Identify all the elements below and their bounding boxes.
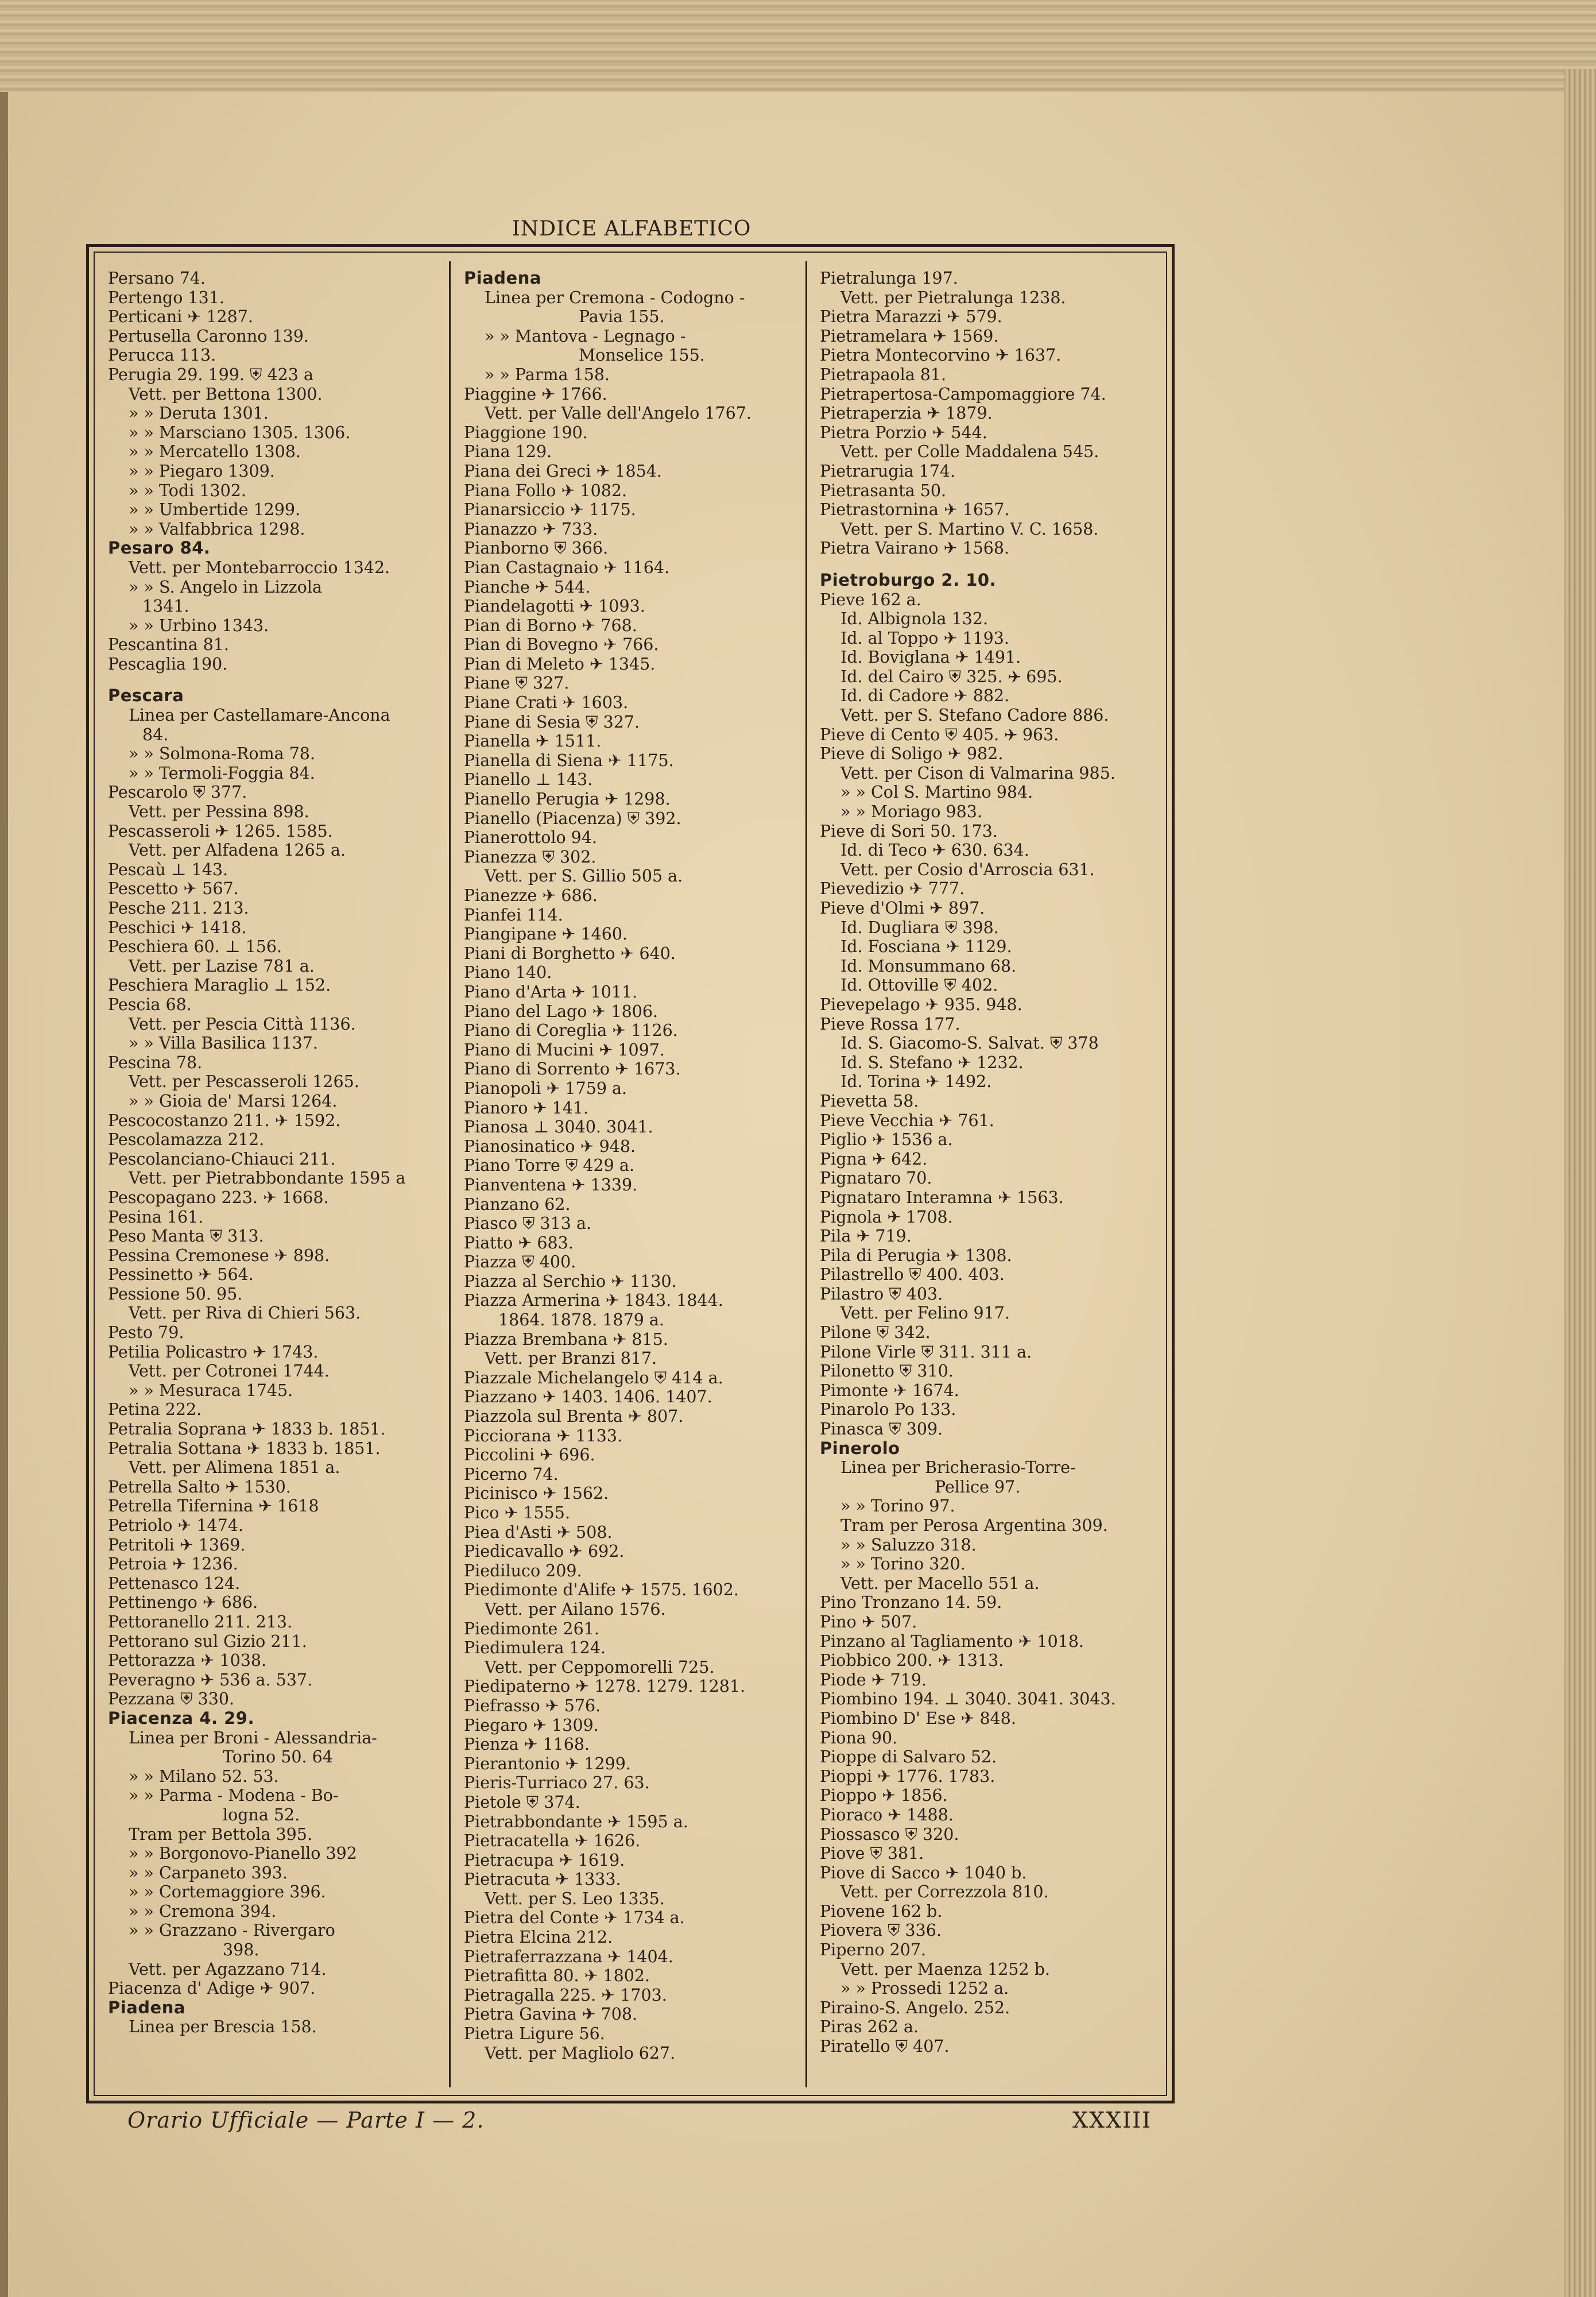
index-entry: » » Milano 52. 53.: [129, 1766, 279, 1786]
index-entry: Vett. per Macello 551 a.: [840, 1573, 1040, 1593]
index-entry: Pietraferrazzana ✈ 1404.: [464, 1947, 673, 1966]
index-entry: Pianventena ✈ 1339.: [464, 1175, 638, 1194]
index-entry: Pianello (Piacenza) ⛨ 392.: [464, 809, 681, 828]
index-entry: Piove di Sacco ✈ 1040 b.: [820, 1863, 1027, 1882]
index-entry: Pesina 161.: [108, 1207, 204, 1227]
index-entry: Pignataro Interamna ✈ 1563.: [820, 1188, 1064, 1207]
index-entry: Pettinengo ✈ 686.: [108, 1593, 258, 1612]
index-column-3: [820, 269, 1116, 2056]
index-entry: Vett. per Alfadena 1265 a.: [129, 841, 346, 860]
index-entry: Pescina 78.: [108, 1053, 203, 1072]
index-entry: Petralia Sottana ✈ 1833 b. 1851.: [108, 1438, 381, 1458]
index-entry: Id. Ottoville ⛨ 402.: [840, 976, 998, 995]
index-entry: Pianella di Siena ✈ 1175.: [464, 751, 674, 770]
index-entry: Piombino 194. ⊥ 3040. 3041. 3043.: [820, 1689, 1116, 1709]
index-entry: Picciorana ✈ 1133.: [464, 1426, 623, 1445]
index-entry: Perugia 29. 199. ⛨ 423 a: [108, 365, 313, 384]
index-entry: Monselice 155.: [579, 346, 705, 365]
index-entry: Picerno 74.: [464, 1464, 559, 1484]
index-entry: » » Piegaro 1309.: [129, 461, 275, 481]
index-heading: Piadena: [108, 1997, 185, 2017]
index-entry: Pietralunga 197.: [820, 269, 958, 288]
index-entry: Piazzano ✈ 1403. 1406. 1407.: [464, 1387, 712, 1407]
index-entry: Pavia 155.: [579, 307, 665, 327]
index-entry: Pioppo ✈ 1856.: [820, 1786, 948, 1805]
index-entry: Pievedizio ✈ 777.: [820, 879, 965, 899]
index-entry: » » Mercatello 1308.: [129, 442, 301, 462]
index-entry: Piazzola sul Brenta ✈ 807.: [464, 1407, 684, 1426]
index-entry: » » Torino 320.: [840, 1554, 966, 1574]
index-entry: Pietracupa ✈ 1619.: [464, 1850, 625, 1870]
footer-publication: Orario Ufficiale — Parte I — 2.: [127, 2107, 485, 2133]
index-entry: Piossasco ⛨ 320.: [820, 1824, 959, 1844]
index-entry: Vett. per Pietrabbondante 1595 a: [129, 1169, 406, 1188]
index-entry: Pescia 68.: [108, 995, 192, 1014]
index-entry: Piane di Sesia ⛨ 327.: [464, 712, 640, 732]
index-entry: Petroia ✈ 1236.: [108, 1554, 238, 1574]
index-entry: Piane Crati ✈ 1603.: [464, 693, 629, 713]
index-entry: Pila ✈ 719.: [820, 1227, 912, 1246]
index-entry: Piano del Lago ✈ 1806.: [464, 1001, 658, 1021]
index-entry: Pianerottolo 94.: [464, 828, 598, 848]
index-entry: Pietra Gavina ✈ 708.: [464, 2005, 638, 2024]
index-entry: Vett. per Cison di Valmarina 985.: [840, 763, 1115, 783]
index-entry: Pianella ✈ 1511.: [464, 732, 602, 751]
index-entry: Pino Tronzano 14. 59.: [820, 1593, 1002, 1612]
index-entry: Pianopoli ✈ 1759 a.: [464, 1078, 627, 1098]
index-entry: Id. Dugliara ⛨ 398.: [840, 918, 999, 937]
index-entry: Vett. per Pescia Città 1136.: [129, 1014, 356, 1034]
index-entry: Piane ⛨ 327.: [464, 674, 570, 693]
index-entry: Pilonetto ⛨ 310.: [820, 1362, 954, 1381]
index-entry: Petriolo ✈ 1474.: [108, 1516, 243, 1535]
index-entry: » » Villa Basilica 1137.: [129, 1034, 318, 1053]
index-entry: Pico ✈ 1555.: [464, 1503, 570, 1522]
index-entry: Piano d'Arta ✈ 1011.: [464, 982, 638, 1001]
index-entry: Pilone Virle ⛨ 311. 311 a.: [820, 1342, 1032, 1362]
running-head: INDICE ALFABETICO: [512, 217, 751, 241]
index-entry: Piana dei Greci ✈ 1854.: [464, 461, 662, 481]
index-entry: Vett. per Cosio d'Arroscia 631.: [840, 860, 1095, 879]
index-entry: Pietrasanta 50.: [820, 481, 947, 500]
index-entry: Piode ✈ 719.: [820, 1670, 927, 1689]
index-entry: 1341.: [142, 597, 189, 616]
index-entry: Pietracuta ✈ 1333.: [464, 1870, 621, 1889]
index-entry: Pietragalla 225. ✈ 1703.: [464, 1985, 667, 2005]
index-entry: Piana 129.: [464, 442, 552, 462]
index-entry: Piasco ⛨ 313 a.: [464, 1214, 592, 1233]
index-entry: Pescantina 81.: [108, 635, 229, 655]
index-entry: Piedimonte 261.: [464, 1619, 599, 1638]
index-entry: Pietra Montecorvino ✈ 1637.: [820, 346, 1062, 365]
index-heading: Piadena: [464, 268, 541, 288]
index-entry: Piediluco 209.: [464, 1561, 582, 1580]
index-entry: Peveragno ✈ 536 a. 537.: [108, 1670, 313, 1689]
index-entry: Pietrarugia 174.: [820, 461, 956, 481]
index-entry: Vett. per Pescasseroli 1265.: [129, 1072, 359, 1092]
index-entry: Pianborno ⛨ 366.: [464, 539, 609, 558]
index-entry: Piano di Coreglia ✈ 1126.: [464, 1021, 678, 1041]
index-entry: Vett. per Riva di Chieri 563.: [129, 1304, 361, 1323]
index-entry: » » Cortemaggiore 396.: [129, 1882, 326, 1902]
index-entry: Petrella Salto ✈ 1530.: [108, 1477, 291, 1496]
index-entry: Vett. per Cotronei 1744.: [129, 1362, 330, 1381]
index-entry: Pieve 162 a.: [820, 590, 921, 609]
index-entry: Vett. per Pessina 898.: [129, 802, 309, 822]
index-entry: Tram per Bettola 395.: [129, 1824, 312, 1844]
index-entry: Pilone ⛨ 342.: [820, 1323, 931, 1343]
index-entry: Pianello ⊥ 143.: [464, 770, 593, 790]
index-entry: Vett. per Branzi 817.: [485, 1349, 657, 1368]
index-entry: Pescaglia 190.: [108, 654, 228, 674]
index-entry: Id. del Cairo ⛨ 325. ✈ 695.: [840, 667, 1063, 686]
index-entry: Torino 50. 64: [223, 1747, 333, 1767]
index-entry: Vett. per Bettona 1300.: [129, 384, 323, 404]
index-entry: Pescetto ✈ 567.: [108, 879, 239, 899]
index-entry: Pieve di Sori 50. 173.: [820, 821, 998, 841]
index-entry: Pianzano 62.: [464, 1194, 571, 1214]
index-entry: Piano di Mucini ✈ 1097.: [464, 1040, 665, 1059]
index-entry: Vett. per S. Gillio 505 a.: [485, 867, 683, 886]
index-entry: Pettorazza ✈ 1038.: [108, 1651, 267, 1670]
index-entry: Piglio ✈ 1536 a.: [820, 1130, 953, 1150]
index-entry: Id. di Cadore ✈ 882.: [840, 686, 1010, 706]
index-entry: Piano di Sorrento ✈ 1673.: [464, 1059, 681, 1079]
index-heading: Pinerolo: [820, 1438, 900, 1458]
index-entry: Pianarsiccio ✈ 1175.: [464, 500, 636, 520]
index-entry: Pesto 79.: [108, 1323, 184, 1343]
index-entry: Pian Castagnaio ✈ 1164.: [464, 558, 670, 577]
index-entry: Pigna ✈ 642.: [820, 1149, 928, 1169]
index-entry: Pietra Elcina 212.: [464, 1928, 613, 1947]
index-entry: Id. al Toppo ✈ 1193.: [840, 628, 1009, 648]
index-entry: Pianezze ✈ 686.: [464, 886, 598, 905]
index-entry: Piandelagotti ✈ 1093.: [464, 597, 645, 616]
index-entry: Piazza Armerina ✈ 1843. 1844.: [464, 1291, 723, 1310]
index-entry: Pino ✈ 507.: [820, 1612, 917, 1631]
index-entry: Vett. per Agazzano 714.: [129, 1959, 327, 1979]
index-entry: Pieve d'Olmi ✈ 897.: [820, 899, 985, 918]
index-heading: Pescara: [108, 686, 184, 706]
index-entry: Petralia Soprana ✈ 1833 b. 1851.: [108, 1420, 386, 1439]
index-entry: Pietra Vairano ✈ 1568.: [820, 539, 1010, 558]
index-entry: Linea per Broni - Alessandria-: [129, 1728, 377, 1747]
index-entry: Petina 222.: [108, 1400, 202, 1420]
index-entry: Pietrapertosa-Campomaggiore 74.: [820, 384, 1106, 404]
index-entry: Pioraco ✈ 1488.: [820, 1805, 954, 1824]
index-entry: Vett. per S. Martino V. C. 1658.: [840, 519, 1099, 539]
index-entry: 1864. 1878. 1879 a.: [498, 1310, 664, 1330]
index-entry: Pioppe di Salvaro 52.: [820, 1747, 997, 1767]
index-entry: Pertusella Caronno 139.: [108, 326, 309, 346]
index-entry: Id. Boviglana ✈ 1491.: [840, 648, 1021, 667]
index-entry: Vett. per Correzzola 810.: [840, 1882, 1049, 1902]
index-entry: Piazza ⛨ 400.: [464, 1252, 576, 1272]
index-entry: Perucca 113.: [108, 346, 216, 365]
index-heading: Pesaro 84.: [108, 538, 211, 558]
index-entry: Pian di Bovegno ✈ 766.: [464, 635, 659, 655]
index-entry: Pianche ✈ 544.: [464, 577, 591, 597]
page-number: XXXIII: [1072, 2107, 1152, 2133]
index-entry: Piperno 207.: [820, 1940, 927, 1960]
index-entry: Pianello Perugia ✈ 1298.: [464, 790, 671, 809]
index-entry: Id. S. Stefano ✈ 1232.: [840, 1053, 1024, 1072]
index-entry: Pietra Porzio ✈ 544.: [820, 423, 987, 442]
index-heading: Pietroburgo 2. 10.: [820, 570, 997, 590]
index-entry: Pescopagano 223. ✈ 1668.: [108, 1188, 329, 1207]
index-entry: Pietrafitta 80. ✈ 1802.: [464, 1966, 650, 1986]
index-entry: Pieris-Turriaco 27. 63.: [464, 1773, 650, 1793]
index-entry: Pieve di Cento ⛨ 405. ✈ 963.: [820, 725, 1059, 744]
column-rule: [805, 261, 807, 2087]
index-entry: » » Todi 1302.: [129, 481, 246, 500]
index-entry: Pescolamazza 212.: [108, 1130, 265, 1150]
index-entry: 398.: [223, 1940, 259, 1960]
index-entry: Pieve Rossa 177.: [820, 1014, 960, 1034]
index-entry: Id. Torina ✈ 1492.: [840, 1072, 992, 1092]
index-entry: Pignataro 70.: [820, 1169, 932, 1188]
index-entry: Piea d'Asti ✈ 508.: [464, 1522, 613, 1542]
index-entry: Piazzale Michelangelo ⛨ 414 a.: [464, 1368, 723, 1387]
index-entry: Pianosinatico ✈ 948.: [464, 1136, 636, 1156]
index-entry: Vett. per Valle dell'Angelo 1767.: [485, 404, 751, 423]
index-entry: Vett. per Alimena 1851 a.: [129, 1458, 340, 1478]
index-entry: Piatto ✈ 683.: [464, 1233, 574, 1252]
index-entry: » » Cremona 394.: [129, 1901, 277, 1921]
index-entry: Linea per Bricherasio-Torre-: [840, 1458, 1076, 1478]
index-entry: Persano 74.: [108, 269, 206, 288]
index-entry: Peschiera Maraglio ⊥ 152.: [108, 976, 331, 995]
index-entry: Pettenasco 124.: [108, 1573, 241, 1593]
index-entry: Pinzano al Tagliamento ✈ 1018.: [820, 1631, 1084, 1651]
index-entry: Pieve Vecchia ✈ 761.: [820, 1111, 994, 1130]
index-entry: Pietracatella ✈ 1626.: [464, 1831, 641, 1851]
index-entry: Piratello ⛨ 407.: [820, 2037, 950, 2056]
index-entry: » » Col S. Martino 984.: [840, 783, 1033, 802]
index-entry: » » Grazzano - Rivergaro: [129, 1921, 335, 1940]
index-entry: Pimonte ✈ 1674.: [820, 1380, 959, 1400]
index-entry: » » Moriago 983.: [840, 802, 982, 822]
index-entry: Pierantonio ✈ 1299.: [464, 1754, 631, 1773]
index-entry: Vett. per Felino 917.: [840, 1304, 1010, 1323]
index-entry: Pezzana ⛨ 330.: [108, 1689, 235, 1709]
index-entry: logna 52.: [223, 1805, 300, 1824]
binding-gutter: [0, 92, 8, 2297]
index-entry: Pian di Meleto ✈ 1345.: [464, 654, 656, 674]
index-entry: Pietra del Conte ✈ 1734 a.: [464, 1908, 685, 1928]
index-entry: Pietra Marazzi ✈ 579.: [820, 307, 1002, 327]
index-entry: Peschiera 60. ⊥ 156.: [108, 937, 282, 957]
index-entry: Petritoli ✈ 1369.: [108, 1535, 246, 1554]
page-stack-right-edge: [1564, 69, 1596, 2297]
index-entry: Petilia Policastro ✈ 1743.: [108, 1342, 319, 1362]
index-entry: Piazza al Serchio ✈ 1130.: [464, 1271, 677, 1291]
index-entry: » » Parma 158.: [485, 365, 610, 384]
index-entry: Pianezza ⛨ 302.: [464, 847, 596, 867]
index-entry: Pilastrello ⛨ 400. 403.: [820, 1265, 1005, 1285]
index-entry: Vett. per Maenza 1252 b.: [840, 1959, 1051, 1979]
index-entry: Vett. per Colle Maddalena 545.: [840, 442, 1099, 462]
index-entry: Peschici ✈ 1418.: [108, 918, 247, 937]
index-entry: Piedimulera 124.: [464, 1638, 606, 1658]
index-entry: Pietrastornina ✈ 1657.: [820, 500, 1010, 520]
index-entry: Pietra Ligure 56.: [464, 2024, 605, 2044]
index-entry: Vett. per Pietralunga 1238.: [840, 288, 1066, 307]
index-entry: Pila di Perugia ✈ 1308.: [820, 1246, 1012, 1265]
index-entry: Pioppi ✈ 1776. 1783.: [820, 1766, 995, 1786]
index-entry: Pievepelago ✈ 935. 948.: [820, 995, 1022, 1014]
index-entry: Piano Torre ⛨ 429 a.: [464, 1156, 634, 1175]
index-entry: » » Deruta 1301.: [129, 404, 269, 423]
index-entry: Vett. per Ceppomorelli 725.: [485, 1657, 715, 1677]
index-entry: Pietrabbondante ✈ 1595 a.: [464, 1812, 688, 1831]
index-entry: Pienza ✈ 1168.: [464, 1735, 590, 1754]
index-entry: Piano 140.: [464, 963, 552, 983]
index-entry: Piefrasso ✈ 576.: [464, 1696, 601, 1715]
index-entry: Tram per Perosa Argentina 309.: [840, 1516, 1108, 1535]
index-entry: Linea per Cremona - Codogno -: [485, 288, 745, 307]
index-entry: Pesche 211. 213.: [108, 899, 249, 918]
index-entry: Peso Manta ⛨ 313.: [108, 1227, 264, 1246]
index-entry: Piegaro ✈ 1309.: [464, 1715, 599, 1735]
index-entry: Piaggine ✈ 1766.: [464, 384, 607, 404]
index-entry: » » Solmona-Roma 78.: [129, 744, 315, 764]
index-entry: Vett. per Ailano 1576.: [485, 1599, 666, 1619]
index-entry: Piccolini ✈ 696.: [464, 1445, 595, 1465]
index-entry: Perticani ✈ 1287.: [108, 307, 253, 327]
index-entry: Pescarolo ⛨ 377.: [108, 783, 247, 802]
index-entry: » » Marsciano 1305. 1306.: [129, 423, 351, 442]
index-entry: » » Valfabbrica 1298.: [129, 519, 305, 539]
index-entry: » » S. Angelo in Lizzola: [129, 577, 322, 597]
index-entry: Vett. per S. Stefano Cadore 886.: [840, 706, 1109, 725]
index-entry: 84.: [142, 725, 169, 744]
index-entry: Piombino D' Ese ✈ 848.: [820, 1708, 1016, 1728]
index-entry: Pignola ✈ 1708.: [820, 1207, 953, 1227]
index-heading: Piacenza 4. 29.: [108, 1708, 254, 1728]
index-entry: Pianoro ✈ 141.: [464, 1098, 589, 1117]
index-entry: Pertengo 131.: [108, 288, 224, 307]
index-entry: Piazza Brembana ✈ 815.: [464, 1329, 668, 1349]
index-entry: Piona 90.: [820, 1728, 898, 1747]
index-entry: Piraino-S. Angelo. 252.: [820, 1998, 1010, 2017]
index-column-2: [464, 269, 751, 2063]
index-entry: Pinarolo Po 133.: [820, 1400, 956, 1420]
index-entry: Pieve di Soligo ✈ 982.: [820, 744, 1004, 764]
index-entry: » » Carpaneto 393.: [129, 1863, 288, 1882]
index-entry: Pessione 50. 95.: [108, 1284, 243, 1304]
index-entry: » » Prossedi 1252 a.: [840, 1979, 1009, 1998]
index-entry: Piaggione 190.: [464, 423, 588, 442]
index-entry: Pescolanciano-Chiauci 211.: [108, 1149, 336, 1169]
index-entry: Id. Albignola 132.: [840, 609, 989, 629]
index-entry: Pianosa ⊥ 3040. 3041.: [464, 1117, 653, 1137]
index-entry: » » Gioia de' Marsi 1264.: [129, 1091, 338, 1111]
index-entry: Linea per Brescia 158.: [129, 2017, 317, 2037]
index-entry: » » Parma - Modena - Bo-: [129, 1786, 339, 1805]
index-entry: Linea per Castellamare-Ancona: [129, 706, 390, 725]
index-entry: Pianfei 114.: [464, 905, 563, 925]
index-entry: Pescasseroli ✈ 1265. 1585.: [108, 821, 333, 841]
index-entry: Petrella Tifernina ✈ 1618: [108, 1496, 319, 1516]
index-entry: » » Umbertide 1299.: [129, 500, 301, 520]
index-entry: Pellice 97.: [935, 1477, 1021, 1496]
index-entry: Piedipaterno ✈ 1278. 1279. 1281.: [464, 1677, 746, 1696]
index-column-1: [108, 269, 405, 2037]
index-entry: Pietrapaola 81.: [820, 365, 947, 384]
index-entry: Pian di Borno ✈ 768.: [464, 616, 637, 635]
index-entry: Id. Fosciana ✈ 1129.: [840, 937, 1012, 957]
index-entry: Picinisco ✈ 1562.: [464, 1484, 609, 1503]
index-entry: Vett. per S. Leo 1335.: [485, 1889, 665, 1908]
index-entry: Id. S. Giacomo-S. Salvat. ⛨ 378: [840, 1034, 1099, 1053]
index-entry: Vett. per Lazise 781 a.: [129, 956, 315, 976]
index-entry: » » Borgonovo-Pianello 392: [129, 1844, 357, 1863]
index-entry: Piani di Borghetto ✈ 640.: [464, 943, 676, 963]
index-entry: Piovera ⛨ 336.: [820, 1921, 942, 1940]
index-entry: Pettorano sul Gizio 211.: [108, 1631, 307, 1651]
index-entry: Piana Follo ✈ 1082.: [464, 481, 627, 500]
index-entry: Piacenza d' Adige ✈ 907.: [108, 1979, 316, 1998]
index-entry: Pietraperzia ✈ 1879.: [820, 404, 993, 423]
index-entry: Pietramelara ✈ 1569.: [820, 326, 999, 346]
index-entry: » » Saluzzo 318.: [840, 1535, 977, 1554]
index-entry: Id. Monsummano 68.: [840, 956, 1017, 976]
index-entry: Pescaù ⊥ 143.: [108, 860, 228, 879]
index-entry: Piovene 162 b.: [820, 1901, 943, 1921]
index-entry: Pescocostanzo 211. ✈ 1592.: [108, 1111, 341, 1130]
index-entry: Piangipane ✈ 1460.: [464, 925, 628, 944]
index-entry: Pianazzo ✈ 733.: [464, 519, 598, 539]
index-entry: Piras 262 a.: [820, 2017, 919, 2037]
index-entry: Vett. per Magliolo 627.: [485, 2043, 676, 2063]
index-entry: Id. di Teco ✈ 630. 634.: [840, 841, 1029, 860]
index-entry: Piedicavallo ✈ 692.: [464, 1542, 625, 1561]
index-entry: Piove ⛨ 381.: [820, 1844, 924, 1863]
index-entry: Pievetta 58.: [820, 1091, 919, 1111]
index-entry: Pilastro ⛨ 403.: [820, 1284, 943, 1304]
index-entry: » » Urbino 1343.: [129, 616, 269, 635]
index-entry: » » Mantova - Legnago -: [485, 326, 686, 346]
index-entry: Piedimonte d'Alife ✈ 1575. 1602.: [464, 1580, 739, 1600]
index-entry: » » Termoli-Foggia 84.: [129, 763, 315, 783]
index-entry: Pessinetto ✈ 564.: [108, 1265, 254, 1285]
column-rule: [449, 261, 451, 2087]
index-entry: » » Torino 97.: [840, 1496, 955, 1516]
index-entry: Pessina Cremonese ✈ 898.: [108, 1246, 330, 1265]
index-entry: Pettoranello 211. 213.: [108, 1612, 293, 1631]
index-entry: Vett. per Montebarroccio 1342.: [129, 558, 390, 577]
index-entry: » » Mesuraca 1745.: [129, 1380, 293, 1400]
index-entry: Piobbico 200. ✈ 1313.: [820, 1651, 1004, 1670]
index-entry: Pietole ⛨ 374.: [464, 1792, 580, 1812]
index-entry: Pinasca ⛨ 309.: [820, 1420, 943, 1439]
